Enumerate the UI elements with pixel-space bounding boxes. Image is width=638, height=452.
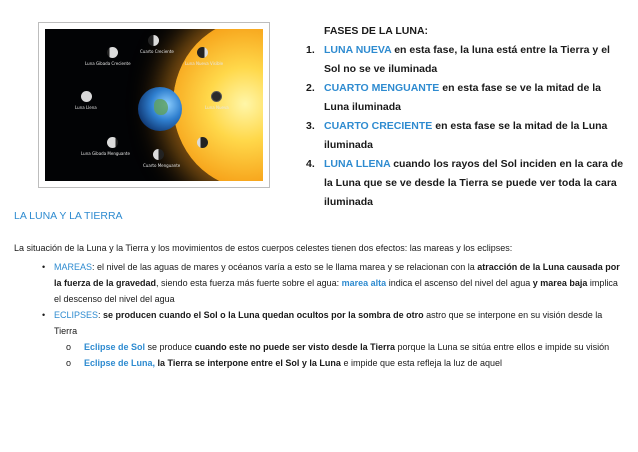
eclipses-text: : [98,310,104,320]
label-nueva-visible: Luna Nueva Visible [185,61,224,66]
phase-number: 2. [306,82,315,94]
eclipse-sol-text: se produce [145,342,195,352]
eclipse-luna-bold: la Tierra se interpone entre el Sol y la Luna [155,358,341,368]
eclipses-text: astro que se interpone en su visión desde la Tierra [54,310,603,336]
phase-description: cuando los rayos del Sol inciden en la cara de la Luna que se ve desde la Tierra se puede ver toda la cara iluminada [324,158,624,208]
eclipses-term: ECLIPSES [54,310,99,320]
phase-number: 4. [306,158,315,170]
eclipse-sol-term: Eclipse de Sol [84,342,146,352]
marea-baja: y marea baja [532,278,588,288]
eclipses-bold: se producen cuando el Sol o la Luna quedan ocultos por la sombra de otro [103,310,424,320]
moon-gibada-menguante [107,137,118,148]
sub-bullet: o [66,358,72,368]
section-title: LA LUNA Y LA TIERRA [14,210,123,222]
label-llena: Luna Llena [75,105,97,110]
phase-item [306,79,626,117]
phase-description: en esta fase, la luna está entre la Tierra y el Sol no se ve iluminada [324,44,610,75]
mareas-term: MAREAS [54,262,93,272]
label-nueva: Luna Nueva [205,105,229,110]
label-gibada-menguante: Luna Gibada Menguante [81,151,130,156]
label-cuarto-creciente: Cuarto Creciente [140,49,174,54]
bullet-mareas [14,259,626,307]
phase-name: LUNA NUEVA [324,44,392,56]
moon-nueva [211,91,222,102]
phase-name: LUNA LLENA [324,158,391,170]
sub-eclipse-sol [14,339,626,355]
eclipse-luna-text: e impide que esta refleja la luz de aquel [340,358,503,368]
eclipse-sol-bold: cuando este no puede ser visto desde la Tierra [194,342,395,352]
mareas-text: indica el ascenso del nivel del agua [386,278,533,288]
phase-name: CUARTO CRECIENTE [324,120,433,132]
phase-number: 1. [306,44,315,56]
phases-list [306,22,626,212]
moon-nueva-visible [197,47,208,58]
eclipse-sol-text: porque la Luna se sitúa entre ellos e impide su visión [394,342,610,352]
eclipse-luna-term: Eclipse de Luna, [84,358,156,368]
bullet-dot: • [42,310,46,320]
moon-menguante-visible [197,137,208,148]
mareas-text: : el nivel de las aguas de mares y océanos varía a esto se le llama marea y se relacionan con la [92,262,478,272]
bullet-eclipses [14,307,626,339]
phase-name: CUARTO MENGUANTE [324,82,440,94]
mareas-bold: atracción de la Luna causada por la fuerza de la gravedad [54,262,620,288]
intro-paragraph: La situación de la Luna y la Tierra y los movimientos de estos cuerpos celestes tienen dos efectos: las mareas y los eclipses: [14,243,513,253]
phases-title: FASES DE LA LUNA: [324,25,429,37]
phase-item [306,117,626,155]
earth [138,87,182,131]
moon-gibada-creciente [107,47,118,58]
phase-number: 3. [306,120,315,132]
phase-description: en esta fase se la mitad de la Luna iluminada [324,120,608,151]
moon-cuarto-creciente [148,35,159,46]
sub-eclipse-luna [14,355,626,371]
label-gibada-creciente: Luna Gibada Creciente [85,61,131,66]
mareas-text: implica el descenso del nivel del agua [54,278,618,304]
moon-phases-figure [38,22,270,188]
effects-list [14,259,626,371]
bullet-dot: • [42,262,46,272]
phase-description: en esta fase se ve la mitad de la Luna iluminada [324,82,601,113]
label-cuarto-menguante: Cuarto Menguante [143,163,181,168]
sub-bullet: o [66,342,72,352]
marea-alta: marea alta [341,278,387,288]
phase-item [306,41,626,79]
moon-llena [81,91,92,102]
moon-cuarto-menguante [153,149,164,160]
mareas-text: , siendo esta fuerza más fuerte sobre el agua: [156,278,342,288]
moon-phases-image [45,29,263,181]
phase-item [306,155,626,212]
